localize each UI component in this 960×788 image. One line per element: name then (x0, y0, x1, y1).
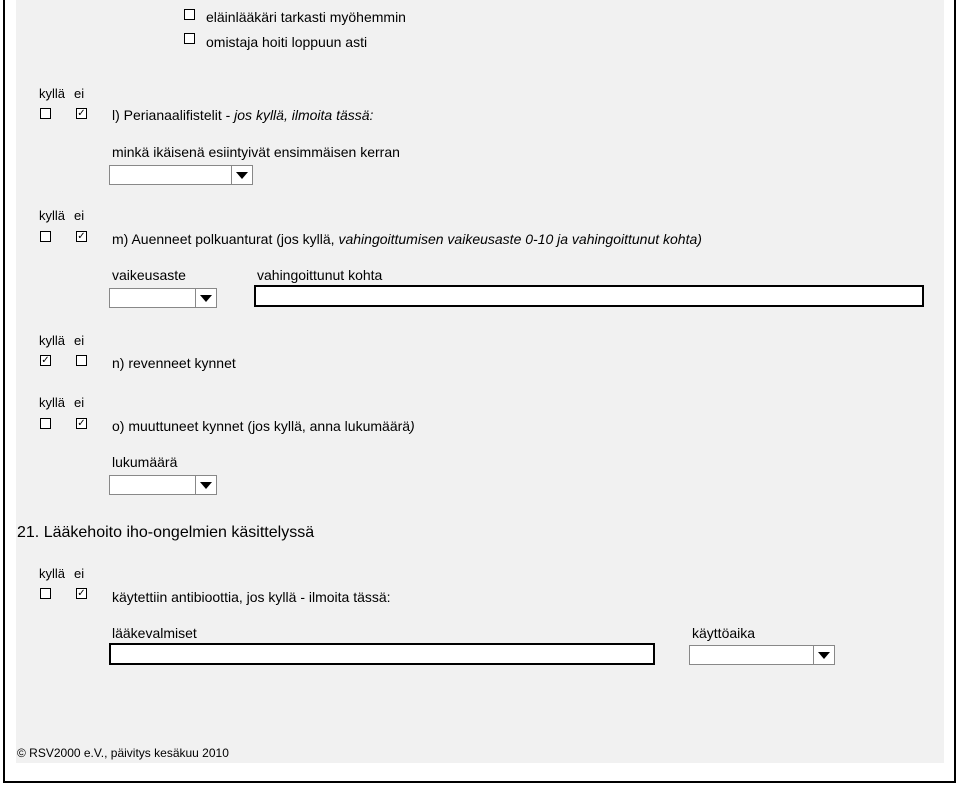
damaged-location-label: vahingoittunut kohta (257, 267, 383, 283)
item-n-label: n) revenneet kynnet (112, 355, 236, 371)
no-label: ei (74, 208, 85, 223)
severity-select[interactable] (109, 288, 217, 308)
checkbox-o-yes[interactable] (40, 418, 51, 429)
checkbox-antibiotic-yes[interactable] (40, 588, 51, 599)
age-first-occurrence-select[interactable] (109, 165, 253, 185)
checkbox-owner-treated[interactable] (184, 33, 195, 44)
yes-label: kyllä (39, 566, 66, 581)
section-number: 21. (17, 524, 40, 541)
item-o-title: o) muuttuneet kynnet (jos kyllä, anna lukumäärä (112, 418, 411, 434)
count-select[interactable] (109, 475, 217, 495)
item-l-hint: jos kyllä, ilmoita tässä: (234, 107, 374, 123)
checkbox-vet-checked-later[interactable] (184, 9, 195, 20)
item-m-hint: vahingoittumisen vaikeusaste 0-10 ja vahingoittunut kohta) (338, 231, 702, 247)
item-l-label (112, 107, 373, 123)
checkbox-n-yes[interactable]: ✓ (41, 355, 50, 366)
damaged-location-input[interactable] (254, 285, 924, 307)
item-o-closing: ) (410, 418, 415, 434)
no-label: ei (74, 333, 85, 348)
yes-label: kyllä (39, 86, 66, 101)
checkbox-m-yes[interactable] (40, 231, 51, 242)
checkbox-m-no[interactable]: ✓ (77, 231, 86, 242)
checkbox-l-no[interactable]: ✓ (77, 108, 86, 119)
item-o-label (112, 418, 415, 434)
chevron-down-icon (231, 166, 252, 184)
no-label: ei (74, 566, 85, 581)
checkbox-antibiotic-no[interactable]: ✓ (77, 588, 86, 599)
option-vet-checked-later: eläinlääkäri tarkasti myöhemmin (206, 9, 406, 25)
checkbox-o-no[interactable]: ✓ (77, 418, 86, 429)
count-label: lukumäärä (112, 454, 178, 470)
yes-label: kyllä (39, 333, 66, 348)
medication-input[interactable] (109, 643, 655, 665)
item-m-label (112, 231, 702, 247)
section-heading (17, 524, 314, 542)
section-title: Lääkehoito iho-ongelmien käsittelyssä (43, 524, 315, 541)
chevron-down-icon (813, 646, 834, 664)
checkbox-l-yes[interactable] (40, 108, 51, 119)
yes-label: kyllä (39, 395, 66, 410)
antibiotic-label: käytettiin antibioottia, jos kyllä - ilmoita tässä: (112, 589, 391, 605)
yes-label: kyllä (39, 208, 66, 223)
item-l-sub-label: minkä ikäisenä esiintyivät ensimmäisen kerran (112, 144, 400, 160)
no-label: ei (74, 86, 85, 101)
footer-copyright: © RSV2000 e.V., päivitys kesäkuu 2010 (17, 746, 229, 760)
no-label: ei (74, 395, 85, 410)
duration-select[interactable] (689, 645, 835, 665)
item-m-title: m) Auenneet polkuanturat (jos kyllä, (112, 231, 339, 247)
duration-label: käyttöaika (692, 625, 756, 641)
item-l-title: l) Perianaalifistelit - (112, 107, 235, 123)
severity-label: vaikeusaste (112, 267, 186, 283)
option-owner-treated: omistaja hoiti loppuun asti (206, 34, 368, 50)
chevron-down-icon (195, 476, 216, 494)
checkbox-n-no[interactable] (76, 355, 87, 366)
medication-label: lääkevalmiset (112, 625, 197, 641)
chevron-down-icon (195, 289, 216, 307)
